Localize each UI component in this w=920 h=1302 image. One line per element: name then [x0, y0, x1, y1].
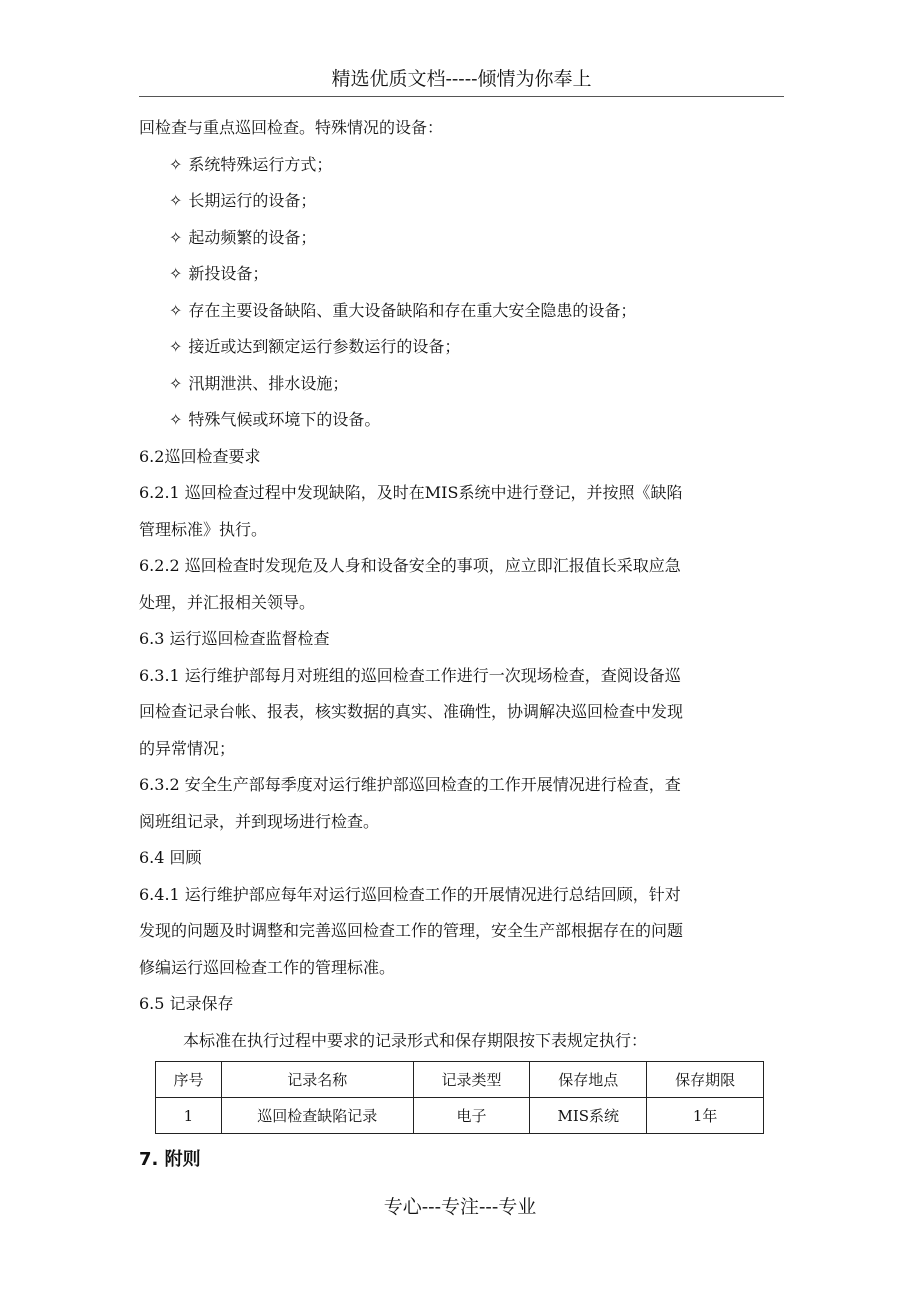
- diamond-bullet-icon: ✧: [169, 410, 183, 429]
- paragraph-line: 阅班组记录，并到现场进行检查。: [139, 811, 380, 831]
- table-row: [156, 1098, 764, 1134]
- table-cell: 1年: [647, 1098, 764, 1134]
- header-title: 精选优质文档-----倾情为你奉上: [331, 68, 592, 90]
- diamond-bullet-icon: ✧: [169, 227, 183, 247]
- bullet-item: [139, 366, 779, 403]
- header-cell: 序号: [156, 1062, 222, 1098]
- paragraph-line: 管理标准》执行。: [139, 519, 268, 539]
- paragraph-line: 处理，并汇报相关领导。: [139, 592, 316, 612]
- table-intro: 本标准在执行过程中要求的记录形式和保存期限按下表规定执行：: [183, 1030, 648, 1050]
- bullet-item: [139, 293, 779, 330]
- paragraph-line: 6.3.2 安全生产部每季度对运行维护部巡回检查的工作开展情况进行检查，查: [139, 775, 681, 794]
- diamond-bullet-icon: ✧: [169, 300, 183, 320]
- header-cell: 保存地点: [530, 1062, 647, 1098]
- section-heading-6-5: 6.5 记录保存: [139, 994, 234, 1013]
- diamond-bullet-icon: ✧: [169, 264, 183, 283]
- paragraph-line: 6.4.1 运行维护部应每年对运行巡回检查工作的开展情况进行总结回顾，针对: [139, 884, 681, 904]
- diamond-bullet-icon: ✧: [169, 154, 183, 174]
- bullet-item: [139, 220, 779, 257]
- document-body: [139, 110, 779, 1178]
- section-heading-6-2: 6.2巡回检查要求: [139, 446, 261, 466]
- bullet-text: 新投设备；: [188, 264, 269, 283]
- paragraph-line: 的异常情况；: [139, 738, 236, 758]
- page-header: [139, 62, 784, 97]
- section-heading-6-4: 6.4 回顾: [139, 848, 202, 867]
- diamond-bullet-icon: ✧: [169, 337, 183, 356]
- paragraph-line: 回检查记录台帐、报表，核实数据的真实、准确性，协调解决巡回检查中发现: [139, 702, 684, 721]
- bullet-text: 特殊气候或环境下的设备。: [188, 410, 381, 429]
- table-cell: 电子: [413, 1098, 530, 1134]
- table-cell: 巡回检查缺陷记录: [221, 1098, 413, 1134]
- table-cell: MIS系统: [530, 1098, 647, 1134]
- paragraph-line: 6.3.1 运行维护部每月对班组的巡回检查工作进行一次现场检查，查阅设备巡: [139, 665, 681, 685]
- section-heading-6-3: 6.3 运行巡回检查监督检查: [139, 629, 330, 648]
- bullet-item: [139, 183, 779, 220]
- bullet-item: [139, 402, 779, 439]
- footer-text: 专心---专注---专业: [383, 1196, 537, 1218]
- bullet-text: 起动频繁的设备；: [188, 227, 317, 247]
- paragraph-line: 发现的问题及时调整和完善巡回检查工作的管理，安全生产部根据存在的问题: [139, 921, 684, 940]
- section-heading-7: 7. 附则: [139, 1149, 201, 1170]
- diamond-bullet-icon: ✧: [169, 373, 183, 393]
- paragraph-line: 修编运行巡回检查工作的管理标准。: [139, 957, 396, 977]
- records-table: [155, 1061, 764, 1134]
- bullet-text: 系统特殊运行方式；: [188, 154, 333, 174]
- intro-line: 回检查与重点巡回检查。特殊情况的设备：: [139, 118, 444, 137]
- bullet-text: 长期运行的设备；: [188, 191, 317, 210]
- paragraph-line: 6.2.2 巡回检查时发现危及人身和设备安全的事项，应立即汇报值长采取应急: [139, 556, 681, 575]
- bullet-text: 汛期泄洪、排水设施；: [188, 373, 349, 393]
- paragraph-line: 6.2.1 巡回检查过程中发现缺陷，及时在MIS系统中进行登记，并按照《缺陷: [139, 483, 683, 502]
- bullet-text: 接近或达到额定运行参数运行的设备；: [188, 337, 461, 356]
- header-cell: 记录类型: [413, 1062, 530, 1098]
- header-cell: 记录名称: [221, 1062, 413, 1098]
- bullet-item: [139, 329, 779, 366]
- table-cell: 1: [156, 1098, 222, 1134]
- header-cell: 保存期限: [647, 1062, 764, 1098]
- bullet-list: [139, 147, 779, 439]
- diamond-bullet-icon: ✧: [169, 191, 183, 210]
- bullet-item: [139, 256, 779, 293]
- table-header-row: [156, 1062, 764, 1098]
- page-footer: [0, 1192, 920, 1219]
- bullet-item: [139, 147, 779, 184]
- bullet-text: 存在主要设备缺陷、重大设备缺陷和存在重大安全隐患的设备；: [188, 300, 637, 320]
